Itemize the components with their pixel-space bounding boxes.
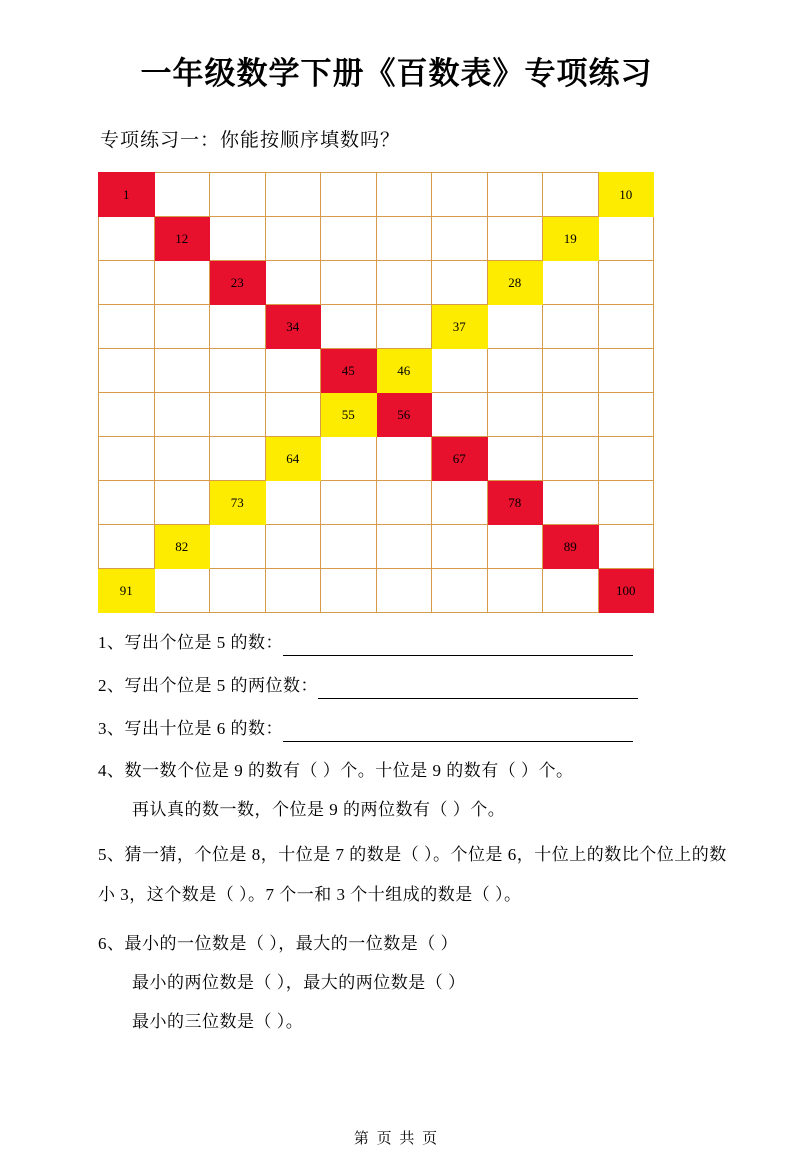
hundred-chart-row xyxy=(99,481,654,525)
hundred-chart-cell-empty[interactable] xyxy=(99,481,155,525)
question-1-text: 1、写出个位是 5 的数： xyxy=(98,633,283,652)
question-4-line1: 4、数一数个位是 9 的数有（ ）个。十位是 9 的数有（ ）个。 xyxy=(98,761,574,780)
hundred-chart-cell-empty[interactable] xyxy=(432,525,488,569)
hundred-chart-row xyxy=(99,393,654,437)
hundred-chart-cell-filled[interactable]: 10 xyxy=(598,173,654,217)
question-3-text: 3、写出十位是 6 的数： xyxy=(98,719,283,738)
hundred-chart-cell-empty[interactable] xyxy=(543,569,599,613)
hundred-chart-cell-empty[interactable] xyxy=(543,437,599,481)
hundred-chart-cell-empty[interactable] xyxy=(376,173,432,217)
hundred-chart-cell-empty[interactable] xyxy=(543,349,599,393)
hundred-chart-cell-empty[interactable] xyxy=(376,437,432,481)
hundred-chart-cell-empty[interactable] xyxy=(598,525,654,569)
hundred-chart-cell-filled[interactable]: 23 xyxy=(210,261,266,305)
hundred-chart-cell-empty[interactable] xyxy=(154,437,210,481)
hundred-chart-cell-filled[interactable]: 56 xyxy=(376,393,432,437)
hundred-chart-cell-filled[interactable]: 1 xyxy=(99,173,155,217)
hundred-chart-cell-filled[interactable]: 73 xyxy=(210,481,266,525)
hundred-chart-cell-empty[interactable] xyxy=(99,393,155,437)
hundred-chart-cell-empty[interactable] xyxy=(210,525,266,569)
hundred-chart-row xyxy=(99,173,654,217)
hundred-chart-cell-empty[interactable] xyxy=(99,349,155,393)
hundred-chart-cell-filled[interactable]: 82 xyxy=(154,525,210,569)
hundred-chart-cell-empty[interactable] xyxy=(598,481,654,525)
page-footer: 第 页 共 页 xyxy=(353,1131,440,1147)
hundred-chart-cell-empty[interactable] xyxy=(265,349,321,393)
hundred-chart-cell-empty[interactable] xyxy=(376,525,432,569)
hundred-chart-cell-empty[interactable] xyxy=(376,305,432,349)
question-2 xyxy=(98,672,728,699)
hundred-chart-cell-empty[interactable] xyxy=(265,393,321,437)
hundred-chart-cell-empty[interactable] xyxy=(321,305,377,349)
hundred-chart-cell-empty[interactable] xyxy=(432,481,488,525)
hundred-chart-cell-filled[interactable]: 89 xyxy=(543,525,599,569)
hundred-chart-cell-empty[interactable] xyxy=(210,437,266,481)
section-subtitle: 专项练习一：你能按顺序填数吗？ xyxy=(100,130,401,151)
question-1 xyxy=(98,629,728,656)
hundred-chart-cell-empty[interactable] xyxy=(321,173,377,217)
question-3 xyxy=(98,715,728,742)
question-6 xyxy=(98,931,728,1035)
hundred-chart-cell-empty[interactable] xyxy=(154,349,210,393)
hundred-chart-cell-empty[interactable] xyxy=(154,393,210,437)
hundred-chart-cell-empty[interactable] xyxy=(321,525,377,569)
questions-list xyxy=(98,629,728,1035)
hundred-chart-cell-empty[interactable] xyxy=(210,173,266,217)
hundred-chart-cell-empty[interactable] xyxy=(210,217,266,261)
hundred-chart-cell-filled[interactable]: 46 xyxy=(376,349,432,393)
hundred-chart-cell-empty[interactable] xyxy=(376,217,432,261)
question-6-line1: 6、最小的一位数是（ ），最大的一位数是（ ） xyxy=(98,934,458,953)
hundred-chart-cell-empty[interactable] xyxy=(265,569,321,613)
hundred-chart-row xyxy=(99,437,654,481)
question-5 xyxy=(98,835,728,915)
hundred-chart-cell-empty[interactable] xyxy=(598,437,654,481)
hundred-chart-cell-filled[interactable]: 55 xyxy=(321,393,377,437)
hundred-chart-row xyxy=(99,349,654,393)
hundred-chart-row xyxy=(99,217,654,261)
hundred-chart-cell-filled[interactable]: 34 xyxy=(265,305,321,349)
hundred-chart-cell-empty[interactable] xyxy=(487,393,543,437)
hundred-chart-cell-filled[interactable]: 100 xyxy=(598,569,654,613)
hundred-chart-cell-filled[interactable]: 78 xyxy=(487,481,543,525)
hundred-chart-cell-empty[interactable] xyxy=(543,481,599,525)
question-6-line3: 最小的三位数是（ ）。 xyxy=(132,1012,304,1031)
hundred-chart-cell-empty[interactable] xyxy=(432,393,488,437)
hundred-chart-row xyxy=(99,525,654,569)
hundred-chart-cell-filled[interactable]: 19 xyxy=(543,217,599,261)
hundred-chart xyxy=(98,172,733,613)
hundred-chart-cell-empty[interactable] xyxy=(321,437,377,481)
hundred-chart-cell-empty[interactable] xyxy=(99,437,155,481)
hundred-chart-cell-empty[interactable] xyxy=(543,393,599,437)
hundred-chart-cell-empty[interactable] xyxy=(598,305,654,349)
hundred-chart-cell-empty[interactable] xyxy=(99,305,155,349)
hundred-chart-cell-empty[interactable] xyxy=(265,525,321,569)
hundred-chart-row xyxy=(99,305,654,349)
hundred-chart-cell-empty[interactable] xyxy=(210,305,266,349)
hundred-chart-cell-empty[interactable] xyxy=(487,305,543,349)
question-4-line2: 再认真的数一数，个位是 9 的两位数有（ ）个。 xyxy=(132,800,506,819)
hundred-chart-cell-empty[interactable] xyxy=(487,437,543,481)
hundred-chart-cell-empty[interactable] xyxy=(432,261,488,305)
question-2-blank[interactable] xyxy=(318,672,638,699)
hundred-chart-cell-empty[interactable] xyxy=(99,525,155,569)
hundred-chart-cell-empty[interactable] xyxy=(321,569,377,613)
question-3-blank[interactable] xyxy=(283,715,633,742)
hundred-chart-cell-empty[interactable] xyxy=(376,261,432,305)
hundred-chart-cell-empty[interactable] xyxy=(598,217,654,261)
hundred-chart-cell-empty[interactable] xyxy=(598,349,654,393)
hundred-chart-cell-empty[interactable] xyxy=(265,261,321,305)
hundred-chart-cell-empty[interactable] xyxy=(432,569,488,613)
hundred-chart-cell-empty[interactable] xyxy=(210,569,266,613)
question-4 xyxy=(98,758,728,823)
hundred-chart-cell-empty[interactable] xyxy=(487,349,543,393)
hundred-chart-cell-empty[interactable] xyxy=(210,393,266,437)
page-title: 一年级数学下册《百数表》专项练习 xyxy=(140,56,653,91)
question-5-text: 5、猜一猜，个位是 8，十位是 7 的数是（ ）。个位是 6，十位上的数比个位上的数小 3，这个数是（ ）。7 个一和 3 个十组成的数是（ ）。 xyxy=(98,845,727,904)
hundred-chart-cell-empty[interactable] xyxy=(154,305,210,349)
hundred-chart-cell-filled[interactable]: 28 xyxy=(487,261,543,305)
hundred-chart-cell-empty[interactable] xyxy=(376,481,432,525)
hundred-chart-cell-empty[interactable] xyxy=(543,261,599,305)
hundred-chart-cell-empty[interactable] xyxy=(210,349,266,393)
hundred-chart-cell-empty[interactable] xyxy=(432,217,488,261)
hundred-chart-cell-empty[interactable] xyxy=(154,569,210,613)
hundred-chart-cell-empty[interactable] xyxy=(154,173,210,217)
hundred-chart-cell-empty[interactable] xyxy=(265,481,321,525)
question-2-text: 2、写出个位是 5 的两位数： xyxy=(98,676,318,695)
hundred-chart-cell-filled[interactable]: 91 xyxy=(99,569,155,613)
hundred-chart-cell-empty[interactable] xyxy=(543,305,599,349)
hundred-chart-cell-filled[interactable]: 12 xyxy=(154,217,210,261)
hundred-chart-cell-empty[interactable] xyxy=(432,173,488,217)
hundred-chart-cell-empty[interactable] xyxy=(487,569,543,613)
hundred-chart-cell-empty[interactable] xyxy=(376,569,432,613)
question-1-blank[interactable] xyxy=(283,629,633,656)
hundred-chart-cell-empty[interactable] xyxy=(321,217,377,261)
hundred-chart-cell-empty[interactable] xyxy=(598,393,654,437)
hundred-chart-cell-empty[interactable] xyxy=(154,481,210,525)
hundred-chart-cell-filled[interactable]: 64 xyxy=(265,437,321,481)
hundred-chart-cell-filled[interactable]: 67 xyxy=(432,437,488,481)
hundred-chart-cell-empty[interactable] xyxy=(265,217,321,261)
hundred-chart-table xyxy=(98,172,654,613)
question-6-line2: 最小的两位数是（ ），最大的两位数是（ ） xyxy=(132,973,466,992)
hundred-chart-cell-empty[interactable] xyxy=(487,217,543,261)
hundred-chart-cell-empty[interactable] xyxy=(432,349,488,393)
hundred-chart-cell-empty[interactable] xyxy=(99,261,155,305)
hundred-chart-cell-empty[interactable] xyxy=(321,481,377,525)
hundred-chart-cell-filled[interactable]: 45 xyxy=(321,349,377,393)
hundred-chart-cell-empty[interactable] xyxy=(154,261,210,305)
hundred-chart-cell-filled[interactable]: 37 xyxy=(432,305,488,349)
hundred-chart-row xyxy=(99,569,654,613)
hundred-chart-cell-empty[interactable] xyxy=(265,173,321,217)
hundred-chart-cell-empty[interactable] xyxy=(487,525,543,569)
hundred-chart-cell-empty[interactable] xyxy=(543,173,599,217)
hundred-chart-row xyxy=(99,261,654,305)
hundred-chart-cell-empty[interactable] xyxy=(99,217,155,261)
hundred-chart-cell-empty[interactable] xyxy=(321,261,377,305)
hundred-chart-cell-empty[interactable] xyxy=(598,261,654,305)
hundred-chart-cell-empty[interactable] xyxy=(487,173,543,217)
worksheet-page xyxy=(0,48,793,1170)
